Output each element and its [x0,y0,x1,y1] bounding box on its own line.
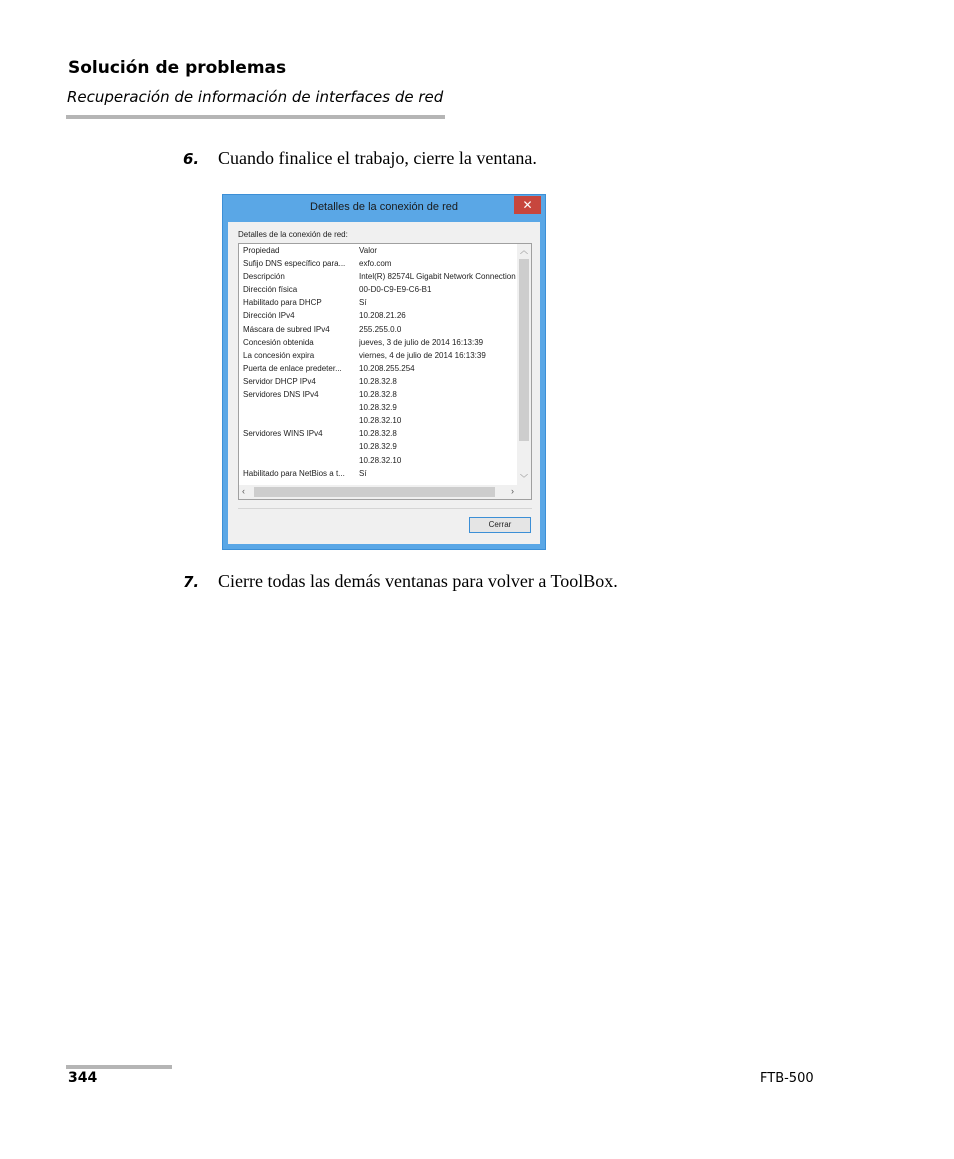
value-cell: exfo.com [359,259,392,268]
value-cell: jueves, 3 de julio de 2014 16:13:39 [359,337,484,347]
details-list[interactable] [238,243,532,500]
property-cell: Dirección física [243,285,298,295]
section-title: Solución de problemas [68,58,287,78]
property-cell: Habilitado para DHCP [243,298,322,308]
property-cell: Servidores WINS IPv4 [243,429,323,439]
value-cell: 10.28.32.10 [359,416,402,426]
value-cell: Sí [359,298,367,308]
scroll-right-icon[interactable]: › [511,486,514,496]
vertical-scroll-thumb[interactable] [519,259,529,441]
step-6 [183,148,537,169]
value-cell: Intel(R) 82574L Gigabit Network Connection [359,272,516,282]
property-cell: Concesión obtenida [243,337,314,347]
scroll-left-icon[interactable]: ‹ [242,486,245,496]
property-cell: Descripción [243,272,285,282]
property-cell: Sufijo DNS específico para... [243,259,346,268]
dialog-title: Detalles de la conexión de red [310,201,458,213]
vertical-scrollbar[interactable] [517,244,531,485]
value-cell: 10.28.32.9 [359,442,397,452]
property-cell: Puerta de enlace predeter... [243,363,342,373]
value-cell: 255.255.0.0 [359,324,402,334]
value-cell: viernes, 4 de julio de 2014 16:13:39 [359,350,486,360]
step-7 [183,571,618,592]
page-number: 344 [68,1070,98,1086]
column-header-property[interactable]: Propiedad [243,246,280,255]
step-text: Cierre todas las demás ventanas para volver a ToolBox. [218,571,618,591]
value-cell: 10.208.21.26 [359,311,406,321]
scroll-down-icon[interactable]: ﹀ [520,474,528,483]
close-button[interactable]: Cerrar [469,517,531,533]
footer-rule [66,1065,172,1069]
property-cell: La concesión expira [243,350,315,360]
step-text: Cuando finalice el trabajo, cierre la ventana. [218,148,537,168]
dialog-client-area [228,222,540,544]
value-cell: 10.28.32.8 [359,376,397,386]
value-cell: Sí [359,468,367,478]
dialog-titlebar[interactable] [223,195,545,221]
horizontal-scrollbar[interactable] [239,485,517,499]
value-cell: 10.28.32.10 [359,455,402,465]
horizontal-scroll-thumb[interactable] [254,487,495,497]
close-icon[interactable]: ✕ [514,196,541,214]
scroll-corner [517,485,531,499]
value-cell: 00-D0-C9-E9-C6-B1 [359,285,432,295]
property-cell: Dirección IPv4 [243,311,295,321]
property-cell: Servidores DNS IPv4 [243,390,319,399]
scroll-up-icon[interactable]: ︿ [520,246,528,255]
step-number: 6. [183,150,200,168]
column-header-value[interactable]: Valor [359,246,378,255]
value-cell: 10.28.32.9 [359,403,397,413]
header-rule [66,115,445,119]
property-cell: Habilitado para NetBios a t... [243,468,345,478]
value-cell: 10.208.255.254 [359,363,415,373]
section-subtitle: Recuperación de información de interfaces de red [67,88,444,106]
product-name: FTB-500 [760,1071,814,1086]
property-cell: Servidor DHCP IPv4 [243,376,316,386]
value-cell: 10.28.32.8 [359,429,397,439]
details-label: Detalles de la conexión de red: [238,230,348,239]
details-list-content [239,244,517,485]
step-number: 7. [183,573,200,591]
dialog-separator [238,508,532,509]
property-cell: Máscara de subred IPv4 [243,324,330,334]
value-cell: 10.28.32.8 [359,390,397,399]
network-details-dialog [222,194,546,550]
